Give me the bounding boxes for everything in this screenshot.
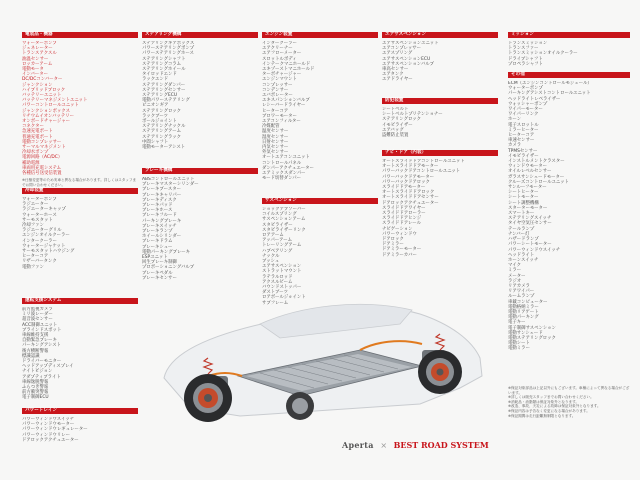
section-header: ブレーキ機構 bbox=[142, 168, 258, 174]
list-item: ラジエーターキャップ bbox=[22, 207, 66, 213]
wheel-front bbox=[184, 374, 232, 422]
list-item: ブレーキペダル bbox=[142, 270, 173, 276]
list-item: コンデンサー bbox=[262, 87, 289, 93]
list-item: ステアリングナックル bbox=[142, 124, 186, 130]
list-item: 冷却ファン bbox=[22, 223, 44, 229]
list-item: ふらつき警報 bbox=[22, 385, 49, 391]
section-header: ステアリング機構 bbox=[142, 32, 258, 38]
list-item: マイク bbox=[508, 263, 521, 269]
list-item: ブレーキキャリパー bbox=[142, 192, 182, 198]
list-item: コネクター bbox=[22, 124, 44, 130]
section-steering bbox=[142, 32, 258, 150]
list-item: 電子キー bbox=[508, 320, 526, 326]
list-item: シート調整機構 bbox=[508, 200, 539, 206]
list-item: オイルレベルセンサー bbox=[508, 169, 552, 175]
list-item: オートスライドドアセンサー bbox=[382, 195, 439, 201]
list-item: インバーター bbox=[22, 72, 49, 78]
list-item: プロペラシャフト bbox=[508, 61, 544, 67]
list-item: ブレーキホース bbox=[142, 208, 173, 214]
footnote: ※消耗品・油脂類は保証対象外となります。 bbox=[508, 399, 580, 404]
list-item: DC/DCコンバーター bbox=[22, 77, 63, 83]
list-item: ステアリングロック bbox=[382, 117, 422, 123]
wheel-front-far bbox=[286, 392, 314, 420]
list-item: ステアリングアーム bbox=[142, 129, 182, 135]
list-item: ラックブーツ bbox=[142, 113, 168, 119]
list-item: ホーンスイッチ bbox=[508, 257, 539, 263]
list-item: TPMSセンサー bbox=[508, 148, 538, 154]
list-item: コイルスプリング bbox=[262, 212, 297, 218]
list-item: 電動リアゲート bbox=[508, 309, 539, 315]
list-item: ステアリングスイッチ bbox=[508, 216, 552, 222]
list-item: エンジンマウント bbox=[262, 77, 297, 83]
list-item: パワーステアリングホース bbox=[142, 51, 194, 57]
list-item: 前方衝突警報 bbox=[22, 390, 49, 396]
list-item: サスペンションアーム bbox=[262, 217, 306, 223]
list-item: ミラーヒーター bbox=[508, 127, 539, 133]
list-item: ロアアーム bbox=[262, 233, 284, 239]
list-item: 盗難防止装置 bbox=[382, 133, 409, 139]
list-item: 中間シャフト bbox=[142, 139, 169, 145]
list-item: ウォーターポンプ bbox=[22, 197, 57, 202]
list-item: 超音波センサー bbox=[22, 317, 53, 323]
list-item: ブレーキセンサー bbox=[142, 275, 177, 281]
section-other bbox=[508, 72, 630, 352]
item-list bbox=[382, 41, 498, 83]
section-interior bbox=[382, 150, 498, 258]
list-item: エアサスペンション bbox=[262, 264, 302, 270]
list-item: ステアリングギアボックス bbox=[142, 41, 195, 46]
list-item: 電動格納ミラー bbox=[508, 304, 539, 310]
section-header: サスペンション bbox=[262, 198, 378, 204]
list-item: エキゾーストマニホールド bbox=[262, 67, 315, 73]
list-item: ホーン bbox=[508, 117, 522, 123]
list-item: サンルーフモーター bbox=[508, 185, 547, 191]
item-list bbox=[508, 81, 630, 352]
list-item: ボールジョイント bbox=[142, 119, 177, 125]
list-item: イモビライザー bbox=[382, 122, 413, 128]
list-item: パワーシートモーター bbox=[508, 242, 552, 248]
list-item: スタビライザーリンク bbox=[262, 227, 306, 233]
list-item: スマートキー bbox=[508, 211, 535, 217]
list-item: ミリ波レーダー bbox=[22, 312, 53, 318]
list-item: ストラットマウント bbox=[262, 269, 302, 275]
list-item: 前方監視カメラ bbox=[22, 307, 53, 312]
list-item: アクスルビーム bbox=[262, 279, 293, 285]
list-item: 外気センサー bbox=[262, 150, 289, 156]
list-item: 電動サンシェード bbox=[508, 330, 543, 336]
list-item: ブレーキマスターシリンダー bbox=[142, 182, 199, 188]
section-header: エアサスペンション bbox=[382, 32, 498, 38]
list-item: 車線逸脱警報 bbox=[22, 379, 49, 385]
list-item: パワーステアリングポンプ bbox=[142, 46, 195, 52]
list-item: 電動シート bbox=[508, 341, 530, 347]
list-item: 電動ミラー bbox=[508, 346, 530, 352]
section-header: エンジン装置 bbox=[262, 32, 378, 38]
list-item: アダプティブライト bbox=[22, 374, 61, 380]
list-item: ドアロック bbox=[382, 237, 404, 243]
list-item: ブッシュ bbox=[262, 259, 280, 265]
section-engine bbox=[262, 32, 378, 181]
list-item: ステアリングコラム bbox=[142, 61, 182, 67]
list-item: パワーウィンドウ bbox=[382, 231, 417, 237]
list-item: ヘッドアップディスプレイ bbox=[22, 364, 74, 370]
section-security bbox=[382, 98, 498, 138]
list-item: エアフローメーター bbox=[262, 51, 302, 57]
list-item: 回生ブレーキ制御 bbox=[142, 260, 177, 266]
list-item: ブラインドスポット bbox=[22, 327, 62, 333]
list-item: 補助電源 bbox=[22, 160, 40, 166]
list-item: ドライブシャフト bbox=[508, 56, 543, 62]
list-item: 車速センサー bbox=[508, 138, 535, 144]
list-item: ワイパーモーター bbox=[508, 107, 543, 113]
list-item: スライドドアワイヤー bbox=[382, 205, 426, 211]
list-item: エアサスペンションユニット bbox=[382, 41, 439, 46]
list-item: エアバッグ bbox=[382, 127, 404, 133]
list-item: ミラー bbox=[508, 268, 522, 274]
list-item: 温度センサー bbox=[262, 129, 289, 135]
list-item: ブレーキディスク bbox=[142, 197, 177, 203]
item-list bbox=[142, 41, 258, 150]
list-item: オートエアコンユニット bbox=[262, 155, 310, 161]
list-item: パワーウィンドウスイッチ bbox=[508, 247, 561, 253]
list-item: ステアリングECU bbox=[142, 93, 178, 99]
list-item: サーモスタットハウジング bbox=[22, 249, 75, 255]
list-item: ピニオンギア bbox=[142, 103, 169, 109]
list-item: ウォッシャーポンプ bbox=[508, 101, 548, 107]
list-item: ウィンドウモーター bbox=[508, 164, 548, 170]
list-item: ヘッドライトレベライザー bbox=[508, 96, 561, 102]
list-item: ブレーキシュー bbox=[142, 244, 173, 250]
list-item: パーキングアシスト bbox=[22, 343, 62, 349]
list-item: リアワイパー bbox=[508, 289, 535, 295]
car-cutaway-illustration bbox=[150, 280, 490, 430]
list-item: 車両用充電システム bbox=[22, 165, 62, 171]
list-item: 冷却水ポンプ bbox=[22, 150, 49, 156]
list-item: ナイトビジョン bbox=[22, 369, 53, 375]
list-item: スライドドアモーター bbox=[382, 185, 426, 191]
times-sign: × bbox=[380, 441, 388, 450]
list-item: 標識認識 bbox=[22, 353, 40, 359]
list-item: 電動モータ bbox=[22, 67, 44, 73]
list-item: ドアミラー bbox=[382, 242, 404, 248]
list-item: コンプレッサー bbox=[262, 82, 293, 88]
list-item: トランスアクスル bbox=[22, 51, 57, 57]
list-item: オートスライドドアコントロールユニット bbox=[382, 159, 465, 164]
list-item: エンジンオイルクーラー bbox=[22, 233, 70, 239]
list-item: 電源回路（AC/DC） bbox=[22, 155, 63, 161]
list-item: ステアリングホイール bbox=[142, 67, 186, 73]
list-item: ESPユニット bbox=[142, 255, 168, 261]
list-item: バウンドストッパー bbox=[262, 285, 302, 291]
list-item: エアスプリング bbox=[382, 51, 413, 57]
list-item: ワイパーリンク bbox=[508, 112, 539, 118]
list-item: エアミックスダンパー bbox=[262, 171, 306, 177]
ev-chassis-icon bbox=[150, 280, 490, 430]
list-item: 車高センサー bbox=[382, 67, 409, 73]
list-item: ハイブリッドブロック bbox=[22, 87, 66, 93]
list-item: シートモーター bbox=[508, 195, 539, 201]
item-list bbox=[382, 107, 498, 138]
list-item: オートスライドドアモーター bbox=[382, 164, 439, 170]
list-item: ヘッドライト bbox=[508, 252, 535, 258]
list-item: トレーリングアーム bbox=[262, 243, 302, 249]
list-item: アッパーアーム bbox=[262, 238, 293, 244]
list-item: ドライバーモニター bbox=[22, 359, 62, 365]
item-list bbox=[508, 41, 630, 67]
list-item: パワーウィンドウリレー bbox=[22, 432, 71, 438]
footnote: ※保証内容は予告なく変更になる場合があります。 bbox=[508, 408, 590, 413]
list-item: バッテリーユニット bbox=[22, 93, 62, 99]
list-item: 電動パーキング bbox=[508, 315, 539, 321]
section-header: 電装品・機器 bbox=[22, 32, 138, 38]
list-item: ジャンクションボックス bbox=[22, 108, 70, 114]
list-item: ジャンクション bbox=[22, 82, 53, 88]
item-list bbox=[22, 417, 138, 443]
list-item: タイロッドエンド bbox=[142, 72, 177, 78]
list-item: 電子スロットル bbox=[508, 122, 539, 128]
best-road-system-logo: BEST ROAD SYSTEM bbox=[393, 440, 489, 450]
list-item: 各種信号送受信装置 bbox=[22, 171, 62, 177]
list-item: ECM（エンジンコントロールモジュール） bbox=[508, 81, 592, 86]
list-item: ステアリングロック bbox=[142, 108, 182, 114]
list-item: ブレーキスイッチ bbox=[142, 223, 177, 229]
section-header: 冷却装置 bbox=[22, 188, 138, 194]
list-item: スライドドアヒンジ bbox=[382, 216, 422, 222]
item-list bbox=[142, 177, 258, 281]
footnote: ※改造、事故、天災による故障は保証対象外となります。 bbox=[508, 404, 601, 409]
list-item: エアサスペンションECU bbox=[382, 56, 431, 62]
list-item: 車線維持支援 bbox=[22, 333, 49, 339]
section-header: パワートレイン bbox=[22, 408, 138, 414]
footnote: ※保証期間は走行距離無制限となります。 bbox=[508, 413, 576, 418]
list-item: 後方横断警報 bbox=[22, 348, 49, 354]
list-item: ACC制御ユニット bbox=[22, 322, 58, 328]
list-item: プロポーショニングバルブ bbox=[142, 265, 195, 271]
list-item: ステアリングセンサー bbox=[142, 87, 186, 93]
brand-logos bbox=[342, 440, 489, 450]
list-item: 電動コンプレッサー bbox=[22, 139, 62, 145]
list-item: トランスミッションオイルクーラー bbox=[508, 51, 578, 57]
section-powertrain bbox=[22, 408, 138, 443]
list-item: コントロールパネル bbox=[262, 160, 302, 166]
list-item: スターターモーター bbox=[508, 205, 548, 211]
list-item: スライドドアレール bbox=[382, 221, 421, 227]
list-item: ドアミラーモーター bbox=[382, 247, 422, 253]
list-item: 電動ステアリングロック bbox=[508, 335, 556, 341]
list-item: オンボードチャージャー bbox=[22, 119, 70, 125]
list-item: パーキングブレーキ bbox=[142, 218, 182, 224]
list-item: ラックエンド bbox=[142, 77, 169, 83]
list-item: シートベルト bbox=[382, 107, 409, 112]
list-item: 電動モーターアシスト bbox=[142, 145, 186, 151]
list-item: ドアミラーカバー bbox=[382, 252, 417, 258]
list-item: パワーウィンドウスイッチ bbox=[22, 417, 75, 422]
footnote: ※詳しくは販売スタッフまでお問い合わせください。 bbox=[508, 395, 594, 400]
item-list bbox=[22, 307, 138, 401]
list-item: リザーバータンク bbox=[22, 259, 57, 265]
list-item: ウォーターポンプ bbox=[22, 41, 57, 46]
list-item: ドアロックアクチュエーター bbox=[22, 437, 79, 443]
list-item: トランスミッション bbox=[508, 41, 548, 46]
list-item: 電子制御サスペンション bbox=[508, 325, 556, 331]
list-item: エアタンク bbox=[382, 72, 404, 78]
list-item: エキスパンションバルブ bbox=[262, 98, 310, 104]
list-item: クルーズコントロールユニット bbox=[508, 179, 569, 185]
list-item: ナンバー灯 bbox=[508, 231, 530, 237]
list-item: ラジエーターグリル bbox=[22, 228, 62, 234]
list-item: ステアリングシャフト bbox=[142, 56, 186, 62]
list-item: ブレーキドラム bbox=[142, 239, 173, 245]
list-item: スライドドアローラー bbox=[382, 211, 426, 217]
list-item: エアコンフィルター bbox=[262, 119, 301, 125]
list-item: シートベルトプリテンショナー bbox=[382, 112, 443, 118]
list-item: メーター bbox=[508, 273, 526, 279]
list-item: 電動パーキングブレーキ bbox=[142, 249, 190, 255]
list-item: エバポレーター bbox=[262, 93, 293, 99]
list-item: 電動ファン bbox=[22, 264, 44, 270]
list-item: シートヒーター bbox=[508, 190, 539, 196]
list-item: スタビライザー bbox=[262, 222, 293, 228]
list-item: カメラ bbox=[508, 143, 522, 149]
list-item: インテークマニホールド bbox=[262, 61, 311, 67]
list-item: ステアリングラック bbox=[142, 134, 182, 140]
section-brake bbox=[142, 168, 258, 281]
list-item: ウォーターホース bbox=[22, 212, 57, 218]
list-item: ヒーターコア bbox=[262, 108, 289, 114]
section-cooling bbox=[22, 188, 138, 270]
section-aircon bbox=[382, 32, 498, 83]
section-electrical bbox=[22, 32, 138, 187]
list-item: パーキングアシストコントロールユニット bbox=[508, 91, 591, 97]
list-item: ガラスサンシェードモーター bbox=[508, 174, 565, 180]
list-item: ステアリングダンパー bbox=[142, 82, 186, 88]
list-item: サーモスタット bbox=[22, 217, 53, 223]
list-item: エアクリーナー bbox=[262, 46, 293, 52]
list-item: ラテラルロッド bbox=[262, 274, 293, 280]
list-item: 油温センサー bbox=[22, 56, 49, 62]
section-driveassist bbox=[22, 298, 138, 401]
aperta-logo: Aperta bbox=[342, 440, 374, 450]
section-header: ミッション bbox=[508, 32, 630, 38]
list-item: サブフレーム bbox=[262, 300, 289, 306]
list-item: ドアロックアクチュエーター bbox=[382, 200, 439, 206]
list-item: パワーウィンドウモーター bbox=[22, 422, 75, 428]
section-header: ナビ・ドア（内装） bbox=[382, 150, 498, 156]
list-item: ウォータージャケット bbox=[22, 243, 66, 249]
section-header: 防犯装置 bbox=[382, 98, 498, 104]
section-header: その他 bbox=[508, 72, 630, 78]
list-item: 電動パワーステアリング bbox=[142, 98, 190, 104]
list-item: ヒーターコア bbox=[22, 254, 49, 260]
list-item: ターボチャージャー bbox=[262, 72, 302, 78]
list-item: サーマルマネジメント bbox=[22, 145, 66, 151]
list-item: ウォーターポンプ bbox=[508, 86, 543, 92]
list-item: インタークーラー bbox=[22, 238, 57, 244]
list-item: ハザードランプ bbox=[508, 237, 539, 243]
list-item: ロッカーアーム bbox=[22, 61, 53, 67]
list-item: スロットルボディ bbox=[262, 56, 297, 62]
list-item: 自動緊急ブレーキ bbox=[22, 338, 57, 344]
list-item: ブレーキフルード bbox=[142, 213, 177, 219]
list-item: ナビゲーション bbox=[382, 226, 413, 232]
list-item: トランスファー bbox=[508, 46, 539, 52]
list-item: ブレーキランプ bbox=[142, 229, 173, 235]
section-note: ※仕様変更等のため実車と異なる場合があります。詳しくはスタッフまでお問い合わせください。 bbox=[22, 178, 137, 187]
list-item: 湿度センサー bbox=[262, 134, 289, 140]
list-item: リアカメラ bbox=[508, 283, 530, 289]
section-header: 運転支援システム bbox=[22, 298, 138, 304]
list-item: インストルメントクラスター bbox=[508, 159, 565, 165]
list-item: ダストブーツ bbox=[262, 290, 288, 296]
list-item: ラジオ bbox=[508, 278, 522, 284]
list-item: バッテリーマネジメントユニット bbox=[22, 98, 88, 104]
list-item: エアコンプレッサー bbox=[382, 46, 422, 52]
list-item: ハブベアリング bbox=[262, 248, 293, 254]
list-item: 急速充電ポート bbox=[22, 129, 53, 135]
item-list bbox=[382, 159, 498, 258]
list-item: テールランプ bbox=[508, 226, 535, 232]
list-item: ナックル bbox=[262, 253, 280, 259]
list-item: 日射センサー bbox=[262, 139, 289, 145]
list-item: ラジエーター bbox=[22, 202, 49, 208]
list-item: ホイールシリンダー bbox=[142, 234, 182, 240]
list-item: インタークーラー bbox=[262, 41, 297, 46]
list-item: 冷媒配管 bbox=[262, 124, 280, 130]
list-item: モード切替ダンパー bbox=[262, 176, 302, 182]
list-item: ショックアブソーバー bbox=[262, 207, 306, 212]
item-list bbox=[262, 41, 378, 181]
list-item: パワーバックドアモーター bbox=[382, 174, 434, 180]
list-item: パワーバックドアコントロールユニット bbox=[382, 169, 461, 175]
list-item: 車載コンピューター bbox=[508, 299, 548, 305]
list-item: ルームランプ bbox=[508, 294, 535, 300]
list-item: タイヤ空気圧センサー bbox=[508, 221, 552, 227]
list-item: ブレーキパッド bbox=[142, 203, 173, 209]
list-item: ヒーターコア bbox=[508, 133, 535, 139]
list-item: エアドライヤー bbox=[382, 77, 413, 83]
list-item: ジェネレーター bbox=[22, 46, 53, 52]
list-item: パワーバックドアロック bbox=[382, 179, 430, 185]
section-transmission bbox=[508, 32, 630, 67]
footnotes bbox=[508, 386, 630, 418]
list-item: 内気センサー bbox=[262, 145, 289, 151]
list-item: オートスライドドアロック bbox=[382, 190, 435, 196]
list-item: イモビライザー bbox=[508, 153, 539, 159]
list-item: ダンパーアクチュエーター bbox=[262, 165, 314, 171]
list-item: ロアボールジョイント bbox=[262, 295, 306, 301]
wheel-rear bbox=[418, 350, 462, 394]
list-item: ABSコントロールユニット bbox=[142, 177, 195, 182]
list-item: 電子制御ECU bbox=[22, 395, 49, 401]
list-item: パワーウィンドウレギュレーター bbox=[22, 427, 88, 433]
list-item: パワーコントロールユニット bbox=[22, 103, 79, 109]
item-list bbox=[22, 197, 138, 270]
list-item: エアサスペンションバルブ bbox=[382, 61, 435, 67]
list-item: リチウムイオンバッテリー bbox=[22, 113, 75, 119]
list-item: ブロワーモーター bbox=[262, 113, 297, 119]
footnote: ※保証対象部品は上記以外にもございます。車種によって異なる場合がございます。 bbox=[508, 386, 630, 395]
list-item: ブレーキブースター bbox=[142, 187, 181, 193]
list-item: 普通充電ポート bbox=[22, 134, 53, 140]
list-item: レシーバードライヤー bbox=[262, 103, 306, 109]
item-list bbox=[22, 41, 138, 176]
